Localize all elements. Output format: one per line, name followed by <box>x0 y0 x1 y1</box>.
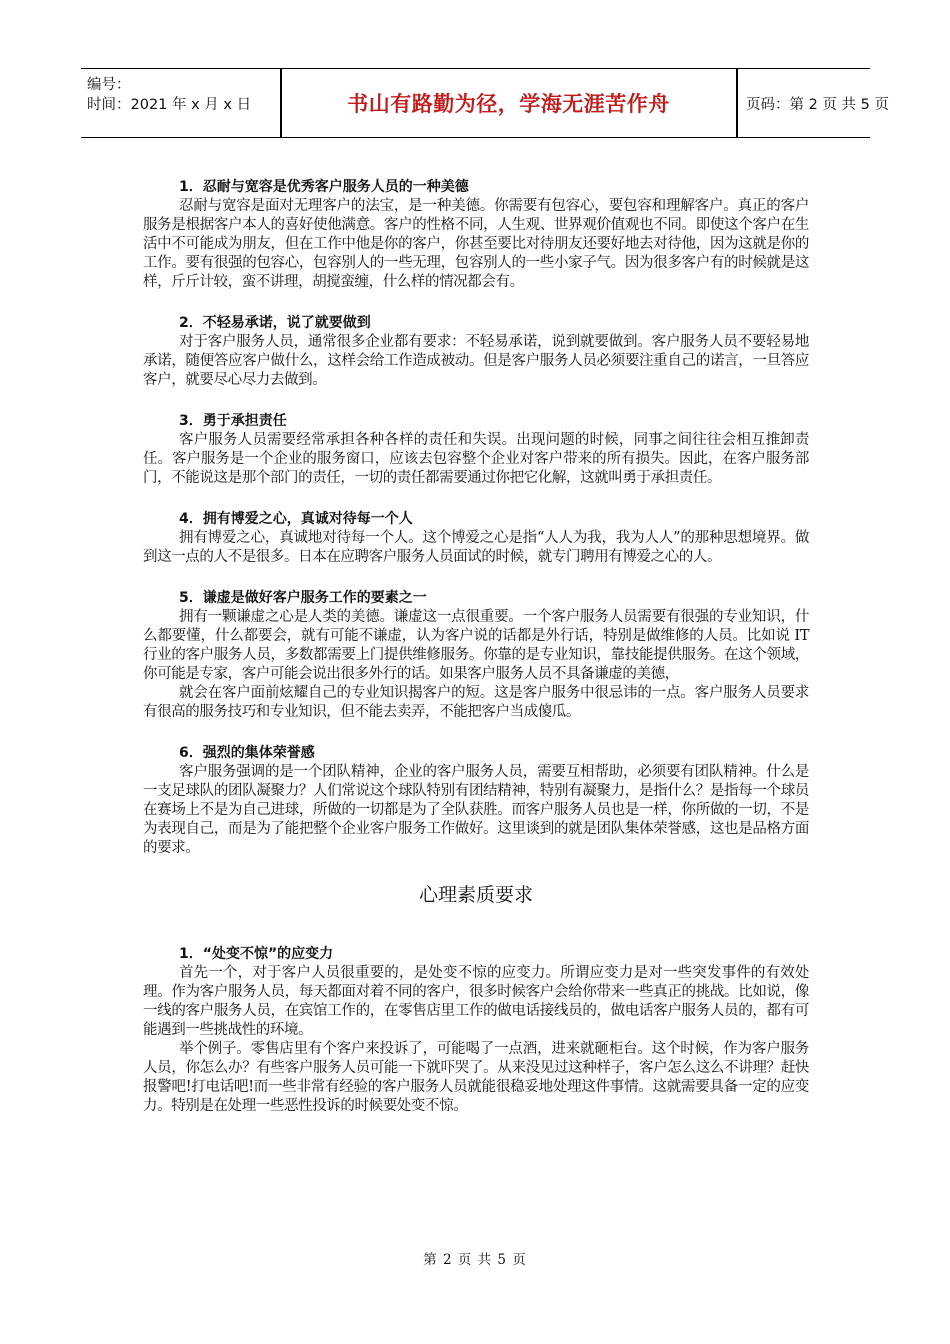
section <box>143 589 809 722</box>
header-meta <box>81 69 280 137</box>
section <box>143 314 809 390</box>
section-paragraph: 首先一个，对于客户人员很重要的，是处变不惊的应变力。所谓应变力是对一些突发事件的有效处理。作为客户服务人员，每天都面对着不同的客户，很多时候客户会给你带来一些真正的挑战。比如说，像一线的客户服务人员，在宾馆工作的，在零售店里工作的做电话接线员的，做电话客户服务人员的，都有可能遇到一些挑战性的环境。 <box>143 965 809 1038</box>
section-paragraph: 拥有博爱之心，真诚地对待每一个人。这个博爱之心是指“人人为我，我为人人”的那种思想境界。做到这一点的人不是很多。日本在应聘客户服务人员面试的时候，就专门聘用有博爱之心的人。 <box>143 530 809 565</box>
header-page-label: 页码：第 2 页 共 5 页 <box>746 96 889 113</box>
section-paragraph: 就会在客户面前炫耀自己的专业知识揭客户的短。这是客户服务中很忌讳的一点。客户服务人员要求有很高的服务技巧和专业知识，但不能去卖弄，不能把客户当成傻瓜。 <box>143 685 809 720</box>
doc-date-label: 时间：2021 年 x 月 x 日 <box>87 97 252 113</box>
part-title: 心理素质要求 <box>418 884 533 906</box>
section-heading: 1．忍耐与宽容是优秀客户服务人员的一种美德 <box>179 179 469 195</box>
section-paragraph: 对于客户服务人员，通常很多企业都有要求：不轻易承诺，说到就要做到。客户服务人员不要轻易地承诺，随便答应客户做什么，这样会给工作造成被动。但是客户服务人员必须要注重自己的诺言，一旦答应客户，就要尽心尽力去做到。 <box>143 334 809 388</box>
document-header <box>81 68 889 138</box>
header-motto: 书山有路勤为径，学海无涯苦作舟 <box>347 92 670 116</box>
section-heading: 6．强烈的集体荣誉感 <box>179 745 315 761</box>
section-paragraph: 客户服务强调的是一个团队精神，企业的客户服务人员，需要互相帮助，必须要有团队精神。什么是一支足球队的团队凝聚力？人们常说这个球队特别有团结精神，特别有凝聚力，是指什么？是指每一个球员在赛场上不是为自己进球，所做的一切都是为了全队获胜。而客户服务人员也是一样，你所做的一切，不是为表现自己，而是为了能把整个企业客户服务工作做好。这里谈到的就是团队集体荣誉感，这也是品格方面的要求。 <box>143 764 809 856</box>
psychology-sections <box>143 945 809 1116</box>
section-heading: 4．拥有博爱之心，真诚对待每一个人 <box>179 511 413 527</box>
section-heading: 3．勇于承担责任 <box>179 413 287 429</box>
section <box>143 945 809 1116</box>
section-heading: 5．谦虚是做好客户服务工作的要素之一 <box>179 590 427 606</box>
quality-sections <box>143 178 809 858</box>
page-footer: 第 2 页 共 5 页 <box>423 1252 527 1268</box>
section-heading: 1．“处变不惊”的应变力 <box>179 946 334 962</box>
section-paragraph: 忍耐与宽容是面对无理客户的法宝，是一种美德。你需要有包容心，要包容和理解客户。真正的客户服务是根据客户本人的喜好使他满意。客户的性格不同，人生观、世界观价值观也不同。即使这个客户在生活中不可能成为朋友，但在工作中他是你的客户，你甚至要比对待朋友还要好地去对待他，因为这就是你的工作。要有很强的包容心，包容别人的一些无理，包容别人的一些小家子气。因为很多客户有的时候就是这样，斤斤计较，蛮不讲理，胡搅蛮缠，什么样的情况都会有。 <box>143 198 809 290</box>
document-body <box>143 178 809 1138</box>
section <box>143 744 809 858</box>
doc-number-label: 编号： <box>87 77 131 93</box>
section-paragraph: 客户服务人员需要经常承担各种各样的责任和失误。出现问题的时候，同事之间往往会相互推卸责任。客户服务是一个企业的服务窗口，应该去包容整个企业对客户带来的所有损失。因此，在客户服务部门，不能说这是那个部门的责任，一切的责任都需要通过你把它化解，这就叫勇于承担责任。 <box>143 432 809 486</box>
section <box>143 412 809 488</box>
section-heading: 2．不轻易承诺，说了就要做到 <box>179 315 371 331</box>
section-paragraph: 举个例子。零售店里有个客户来投诉了，可能喝了一点酒，进来就砸柜台。这个时候，作为客户服务人员，你怎么办？有些客户服务人员可能一下就吓哭了。从来没见过这种样子，客户怎么这么不讲理？赶快报警吧!打电话吧!而一些非常有经验的客户服务人员就能很稳妥地处理这件事情。这就需要具备一定的应变力。特别是在处理一些恶性投诉的时候要处变不惊。 <box>143 1041 809 1114</box>
section <box>143 178 809 292</box>
section-paragraph: 拥有一颗谦虚之心是人类的美德。谦虚这一点很重要。一个客户服务人员需要有很强的专业知识，什么都要懂，什么都要会，就有可能不谦虚，认为客户说的话都是外行话，特别是做维修的人员。比如说 IT 行业的客户服务人员，多数都需要上门提供维修服务。你靠的是专业知识，靠技能提供服务。在这个领域，你可能是专家，客户可能会说出很多外行的话。如果客户服务人员不具备谦虚的美德， <box>143 609 809 682</box>
section <box>143 510 809 567</box>
